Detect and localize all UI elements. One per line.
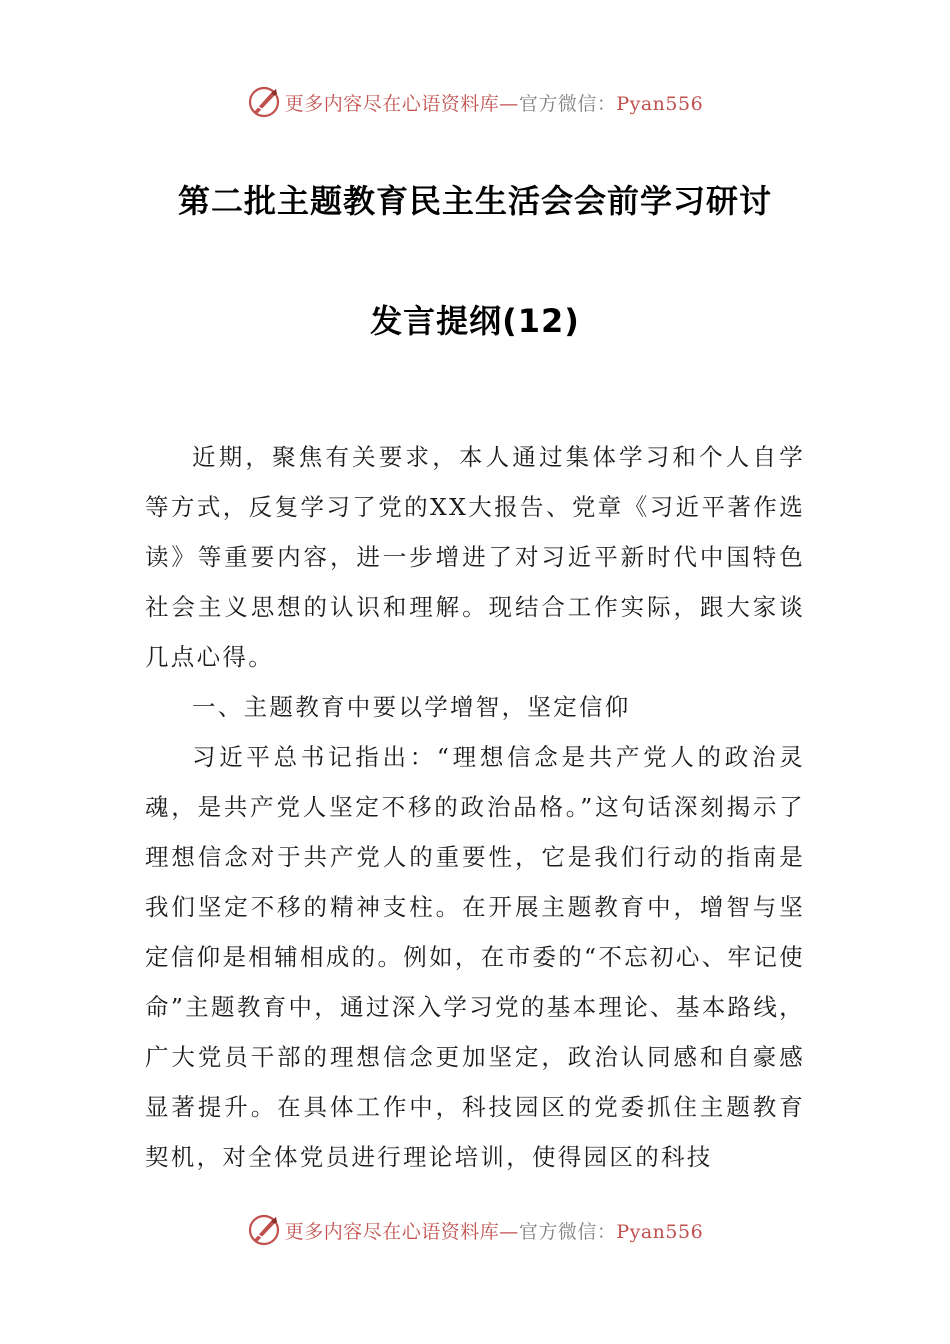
- document-title-line-2: 发言提纲(12): [370, 302, 580, 340]
- watermark-library-text: 更多内容尽在心语资料库—: [284, 1220, 519, 1243]
- watermark-library-text: 更多内容尽在心语资料库—: [284, 92, 519, 115]
- watermark-text: [285, 89, 703, 116]
- watermark-wechat-id: Pyan556: [616, 92, 704, 115]
- watermark-wechat-label: 官方微信：: [518, 1220, 617, 1243]
- section-heading-1: 一、主题教育中要以学增智，坚定信仰: [192, 693, 631, 721]
- header-watermark-banner: [0, 82, 950, 122]
- watermark-wechat-id: Pyan556: [616, 1220, 704, 1243]
- paragraph-intro: 近期，聚焦有关要求，本人通过集体学习和个人自学等方式，反复学习了党的XX大报告、党章《习近平著作选读》等重要内容，进一步增进了对习近平新时代中国特色社会主义思想的认识和理解。现结合工作实际，跟大家谈几点心得。: [145, 443, 805, 671]
- document-title-line-1: 第二批主题教育民主生活会会前学习研讨: [177, 182, 772, 220]
- watermark-text: [285, 1217, 703, 1244]
- quill-logo-icon: [247, 85, 281, 119]
- quill-logo-icon: [247, 1213, 281, 1247]
- footer-watermark-banner: [0, 1210, 950, 1250]
- paragraph-section-1: 习近平总书记指出：“理想信念是共产党人的政治灵魂，是共产党人坚定不移的政治品格。”这句话深刻揭示了理想信念对于共产党人的重要性，它是我们行动的指南是我们坚定不移的精神支柱。在开展主题教育中，增智与坚定信仰是相辅相成的。例如，在市委的“不忘初心、牢记使命”主题教育中，通过深入学习党的基本理论、基本路线，广大党员干部的理想信念更加坚定，政治认同感和自豪感显著提升。在具体工作中，科技园区的党委抓住主题教育契机，对全体党员进行理论培训，使得园区的科技: [145, 743, 805, 1171]
- document-body: [145, 432, 805, 1182]
- watermark-wechat-label: 官方微信：: [518, 92, 617, 115]
